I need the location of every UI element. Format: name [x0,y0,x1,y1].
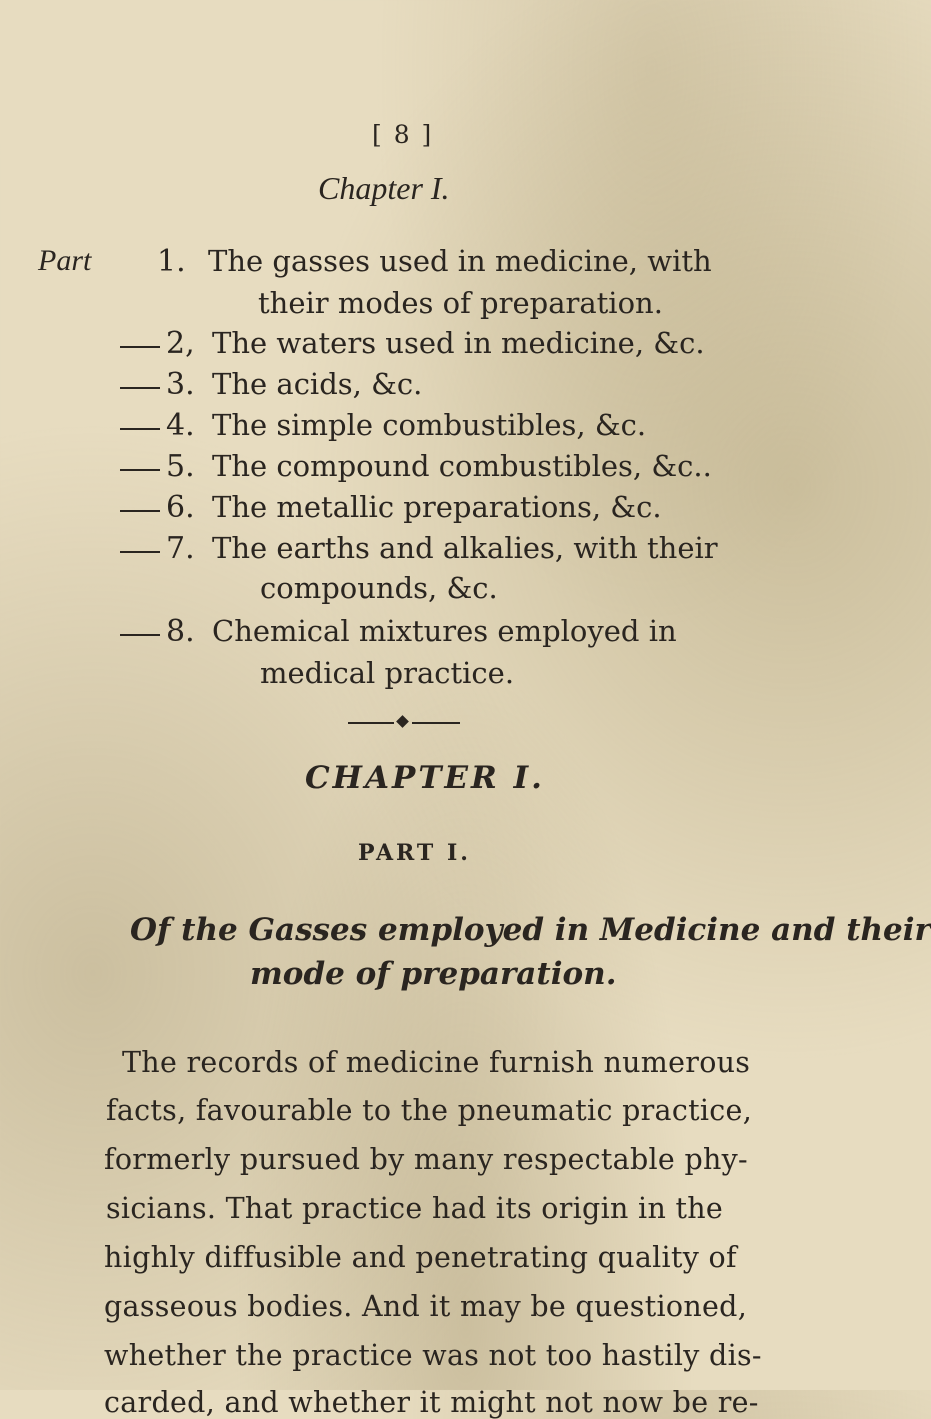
body-line: The records of medicine furnish numerous [122,1046,751,1079]
section-title-line: Of the Gasses employed in Medicine and their [130,912,931,948]
divider-diamond-icon [396,715,409,728]
contents-item-text: The gasses used in medicine, with [208,244,712,278]
contents-item-text: their modes of preparation. [258,286,663,320]
body-line: facts, favourable to the pneumatic practice, [106,1094,753,1127]
contents-item-text: The metallic preparations, &c. [212,490,662,524]
contents-item-number: 1. [157,244,186,279]
part-label: Part [38,244,92,277]
contents-item-text: Chemical mixtures employed in [212,614,677,648]
section-title-line: mode of preparation. [250,956,617,992]
contents-item-text: compounds, &c. [260,571,498,605]
ditto-dash [120,510,160,512]
page-number: [ 8 ] [372,120,434,149]
divider-rule [412,722,460,724]
contents-item-text: The earths and alkalies, with their [212,531,718,565]
ditto-dash [120,551,160,553]
contents-item-text: medical practice. [260,656,515,690]
contents-item-text: The waters used in medicine, &c. [212,326,705,360]
contents-item-number: 4. [166,408,195,443]
body-line: sicians. That practice had its origin in the [106,1192,724,1225]
ornamental-divider [348,717,460,729]
chapter-heading: CHAPTER I. [305,760,545,796]
body-line: gasseous bodies. And it may be questioned, [104,1290,748,1323]
contents-item-number: 3. [166,367,195,402]
chapter-running-title: Chapter I. [318,170,450,206]
contents-item-number: 7. [166,531,195,566]
ditto-dash [120,387,160,389]
body-line: formerly pursued by many respectable phy- [104,1143,748,1176]
ditto-dash [120,469,160,471]
divider-rule [348,722,394,724]
contents-item-text: The simple combustibles, &c. [212,408,647,442]
ditto-dash [120,634,160,636]
contents-item-text: The compound combustibles, &c.. [212,449,712,483]
part-heading: PART I. [358,840,471,866]
contents-item-number: 2, [166,326,195,361]
body-line: carded, and whether it might not now be re- [104,1386,759,1419]
ditto-dash [120,428,160,430]
contents-item-number: 6. [166,490,195,525]
body-line: highly diffusible and penetrating quality of [104,1241,737,1274]
contents-item-number: 8. [166,614,195,649]
contents-item-number: 5. [166,449,195,484]
contents-item-text: The acids, &c. [212,367,423,401]
body-line: whether the practice was not too hastily dis- [104,1339,762,1372]
ditto-dash [120,346,160,348]
